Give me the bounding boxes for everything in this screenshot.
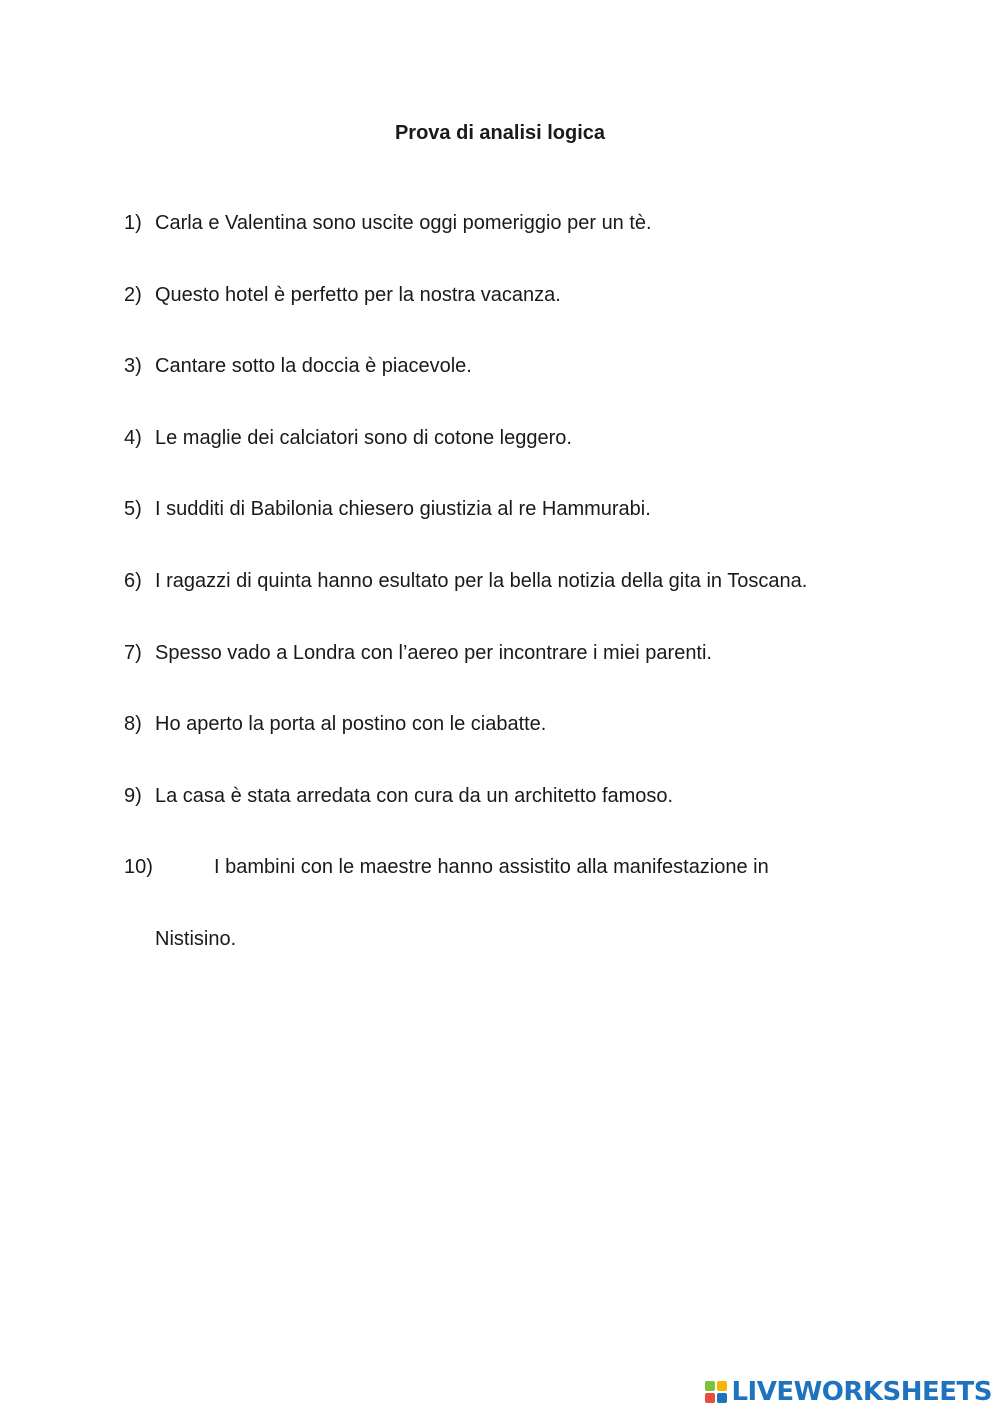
list-item-continuation: Nistisino.	[155, 928, 237, 950]
list-item	[124, 282, 561, 308]
item-text: Questo hotel è perfetto per la nostra vacanza.	[155, 284, 561, 306]
item-number: 9)	[124, 785, 142, 807]
item-text: Carla e Valentina sono uscite oggi pomeriggio per un tè.	[155, 212, 652, 234]
item-text: Le maglie dei calciatori sono di cotone leggero.	[155, 427, 572, 449]
logo-text: LIVEWORKSHEETS	[731, 1377, 992, 1407]
liveworksheets-logo-icon	[705, 1381, 727, 1403]
item-number: 8)	[124, 713, 142, 735]
item-text: Spesso vado a Londra con l’aereo per incontrare i miei parenti.	[155, 642, 712, 664]
list-item	[124, 854, 769, 880]
item-text: Ho aperto la porta al postino con le ciabatte.	[155, 713, 547, 735]
item-number: 4)	[124, 427, 142, 449]
item-number: 10)	[124, 856, 153, 878]
item-number: 6)	[124, 570, 142, 592]
item-number: 1)	[124, 212, 142, 234]
list-item	[124, 783, 673, 809]
item-number: 5)	[124, 498, 142, 520]
list-item	[124, 353, 472, 379]
page-title: Prova di analisi logica	[394, 122, 606, 144]
item-text: I sudditi di Babilonia chiesero giustizia al re Hammurabi.	[155, 498, 651, 520]
list-item	[124, 568, 807, 594]
list-item	[124, 425, 572, 451]
list-item	[124, 210, 652, 236]
item-text: Cantare sotto la doccia è piacevole.	[155, 355, 472, 377]
list-item	[124, 640, 712, 666]
list-item	[124, 711, 546, 737]
liveworksheets-logo	[705, 1377, 992, 1407]
item-number: 2)	[124, 284, 142, 306]
item-number: 7)	[124, 642, 142, 664]
item-text: I ragazzi di quinta hanno esultato per la bella notizia della gita in Toscana.	[155, 570, 808, 592]
list-item	[124, 496, 651, 522]
item-text: I bambini con le maestre hanno assistito alla manifestazione in	[214, 856, 769, 878]
item-text: La casa è stata arredata con cura da un architetto famoso.	[155, 785, 674, 807]
item-number: 3)	[124, 355, 142, 377]
